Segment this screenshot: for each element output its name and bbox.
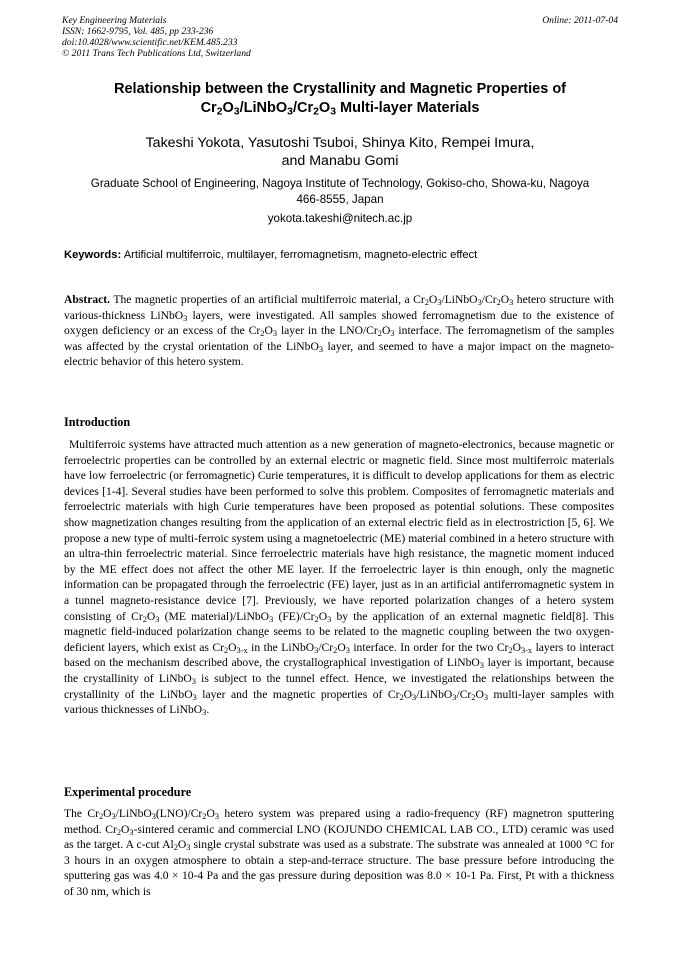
journal-name: Key Engineering Materials (62, 15, 167, 26)
author-email[interactable]: yokota.takeshi@nitech.ac.jp (267, 212, 413, 225)
paper-title (40, 80, 640, 118)
keywords (64, 248, 624, 263)
experimental-paragraph: The $Cr_2O_3/LiNbO_3(LNO)/Cr_2O_3$ hetero system was prepared using a radio-frequency (RF) magnetron sputtering method. $Cr_2O_3$-sintered ceramic and commercial LNO (KOJUNDO CHEMICAL LAB CO., LTD) ceramic was used as the target. A c-cut $Al_2O_3$ single crystal substrate was used as a substrate. The substrate was annealed at 1000 °C for 3 hours in an oxygen atmosphere to obtain a step-and-terrace structure. The base pressure before introducing the sputtering gas was 4.0 × 10-4 Pa and the gas pressure during deposition was 8.0 × 10-1 Pa. First, Pt with a thickness of 30 nm, which is (64, 807, 615, 898)
keywords-text: Artificial multiferroic, multilayer, ferromagnetism, magneto-electric effect (123, 249, 478, 261)
issn-line: ISSN: 1662-9795, Vol. 485, pp 233-236 (62, 26, 214, 37)
authors-line-2: and Manabu Gomi (281, 153, 399, 169)
introduction-paragraph: Multiferroic systems have attracted much attention as a new generation of magneto-electronics, because magnetic or ferroelectric properties can be controlled by an external electric or magnetic field. Since most multiferroic materials have low ferroelectric (or ferromagnetic) Curie temperatures, it is difficult to develop applications for them as electric devices [1-4]. Several studies have been performed to solve this problem. Composites of ferromagnetic materials and ferroelectric materials with high Curie temperatures have been proposed as potential solutions. These composites show magnetization changes resulting from the application of an external electric field as in electrostriction [5, 6]. We propose a new type of multi-ferroic system using a magnetoelectric (ME) material combined in a hetero structure with an ultra-thin ferroelectric material. Since ferroelectric materials have high resistance, the magnetic moment induced by the ME effect does not affect the other ME layer. If the ferroelectric layer is thin enough, only the magnetic information can be propagated through the ferroelectric (FE) layer, just as in an artificial antiferromagnetic system in a tunnel magneto-resistance device [7]. Previously, we have reported polarization changes of a hetero system consisting of $Cr_2O_3$ (ME material)/LiNbO$_3$ $(FE)/Cr_2O_3$ by the application of an external magnetic field[8]. This magnetic field-induced polarization change seems to be related to the magnetic coupling between the two oxygen-deficient layers, which exist as $Cr_2O_{3-x}$ in the $LiNbO_3/Cr_2O_3$ interface. In order for the two $Cr_2O_{3-x}$ layers to interact based on the mechanism described above, the crystallographical investigation of LiNbO$_3$ layer is important, because the crystallinity of LiNbO$_3$ is subject to the tunnel effect. Hence, we investigated the relationships between the crystallinity of the LiNbO$_3$ layer and the magnetic properties of $Cr_2O_3/LiNbO_3/Cr_2O_3$ multi-layer samples with various thicknesses of LiNbO$_3$. (64, 438, 615, 718)
keywords-label: Keywords: (64, 249, 122, 261)
author-list (40, 134, 640, 170)
journal-header (62, 15, 618, 59)
experimental-heading: Experimental procedure (64, 785, 192, 799)
abstract-label: Abstract. (64, 293, 111, 306)
doi-line: doi:10.4028/www.scientific.net/KEM.485.233 (62, 37, 238, 48)
online-date: Online: 2011-07-04 (542, 15, 618, 26)
affiliation (40, 176, 640, 207)
title-line-1: Relationship between the Crystallinity and Magnetic Properties of (114, 81, 566, 97)
title-line-2: $Cr_2O_3/LiNbO_3/Cr_2O_3$ Multi-layer Materials (200, 100, 480, 118)
affiliation-line-1: Graduate School of Engineering, Nagoya Institute of Technology, Gokiso-cho, Showa-ku, Nagoya (90, 177, 590, 190)
introduction-heading: Introduction (64, 415, 131, 429)
affiliation-line-2: 466-8555, Japan (296, 192, 384, 206)
authors-line-1: Takeshi Yokota, Yasutoshi Tsuboi, Shinya Kito, Rempei Imura, (145, 135, 535, 151)
abstract-text: The magnetic properties of an artificial multiferroic material, a $Cr_2O_3/LiNbO_3/Cr_2O_3$ hetero structure with various-thickness LiNbO$_3$ layers, were investigated. All samples showed ferromagnetism due to the existence of oxygen deficiency or an excess of the $Cr_2O_3$ layer in the LNO/$Cr_2O_3$ interface. The ferromagnetism of the samples was affected by the crystal orientation of the LiNbO$_3$ layer, and seemed to have a major impact on the magneto-electric behavior of this hetero system. (64, 293, 615, 369)
copyright-line: © 2011 Trans Tech Publications Ltd, Switzerland (62, 48, 251, 59)
abstract (64, 292, 614, 370)
